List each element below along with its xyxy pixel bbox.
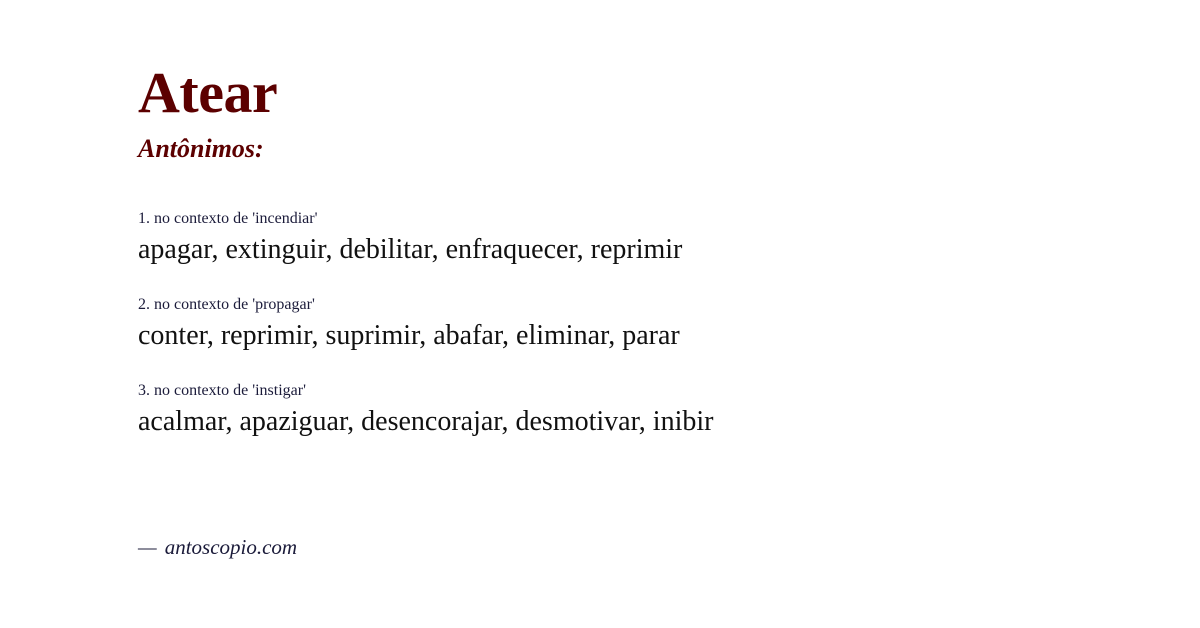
source-name: antoscopio.com bbox=[164, 535, 298, 559]
sense-context: 2. no contexto de 'propagar' bbox=[138, 296, 315, 313]
section-subtitle: Antônimos: bbox=[138, 134, 264, 163]
sense-antonyms: acalmar, apaziguar, desencorajar, desmotivar, inibir bbox=[138, 406, 714, 437]
list-item bbox=[138, 208, 1138, 268]
sense-context: 3. no contexto de 'instigar' bbox=[138, 382, 306, 399]
list-item bbox=[138, 294, 1138, 354]
source-attribution bbox=[138, 533, 297, 561]
list-item bbox=[138, 380, 1138, 440]
sense-context: 1. no contexto de 'incendiar' bbox=[138, 210, 318, 227]
sense-antonyms: apagar, extinguir, debilitar, enfraquecer, reprimir bbox=[138, 234, 683, 265]
sense-list bbox=[138, 208, 1138, 466]
sense-antonyms: conter, reprimir, suprimir, abafar, eliminar, parar bbox=[138, 320, 680, 351]
page-title: Atear bbox=[138, 60, 278, 125]
em-dash: — bbox=[138, 535, 157, 559]
